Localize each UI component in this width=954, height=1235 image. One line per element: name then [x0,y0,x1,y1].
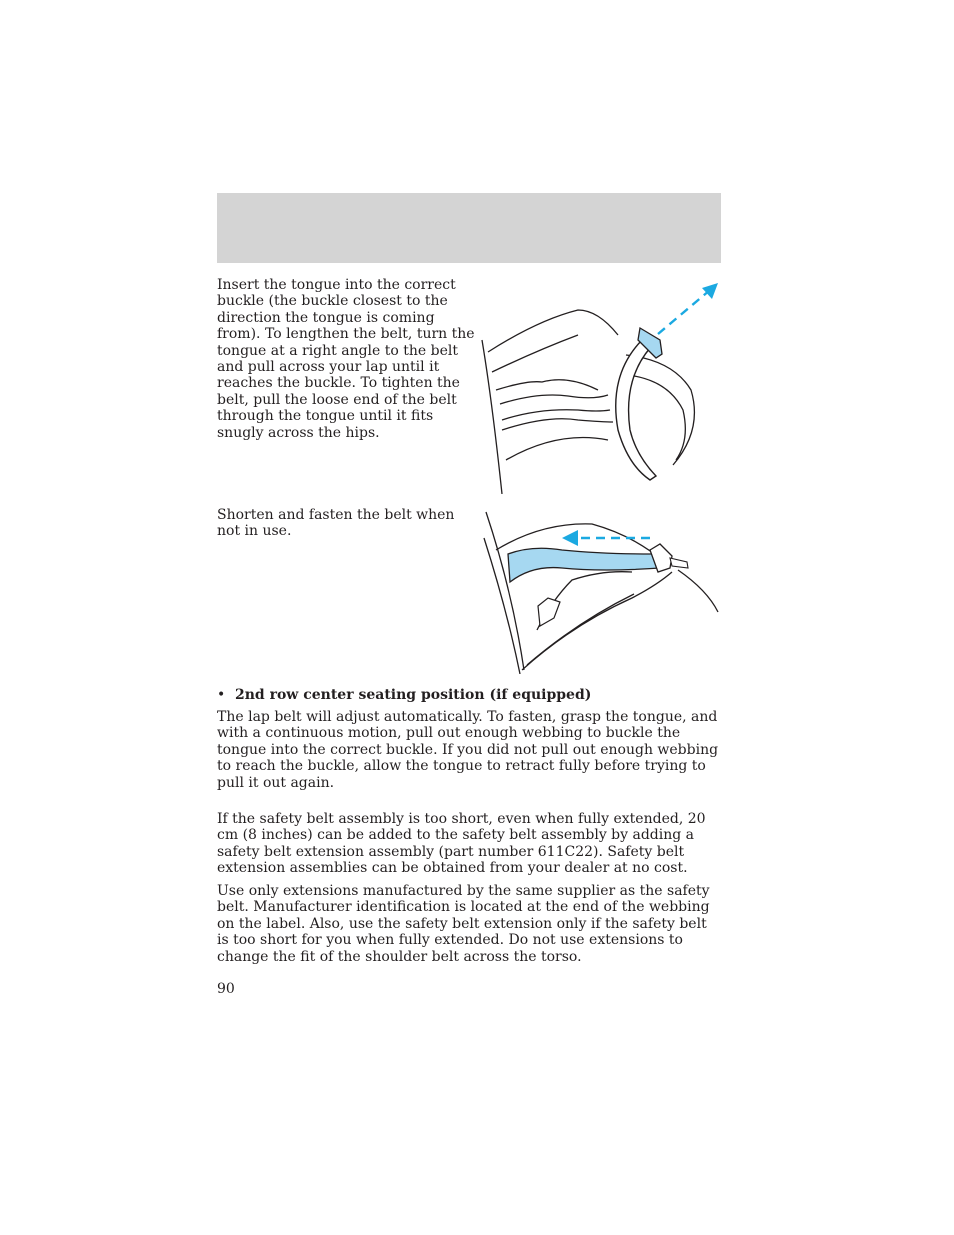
fasten-instructions: Insert the tongue into the correct buckle (the buckle closest to the direction the tongue is coming from). To lengthen the belt, turn the tongue at a right angle to the belt and pull across your lap until it reaches the buckle. To tighten the belt, pull the loose end of the belt through the tongue until it fits snugly across the hips. [217,277,475,441]
header-band [217,193,721,263]
second-row-instructions: The lap belt will adjust automatically. To fasten, grasp the tongue, and with a continuous motion, pull out enough webbing to buckle the tongue into the correct buckle. If you did not pull out enough webbing to reach the buckle, allow the tongue to retract fully before trying to pull it out again. [217,709,719,791]
page-number: 90 [217,981,235,997]
belt-shorten-illustration [482,510,722,674]
shorten-instructions: Shorten and fasten the belt when not in use. [217,507,455,540]
extension-paragraph-1: If the safety belt assembly is too short, even when fully extended, 20 cm (8 inches) can be added to the safety belt assembly by adding a safety belt extension assembly (part number 611C22). Safety belt extension assemblies can be obtained from your dealer at no cost. [217,811,706,877]
extension-paragraph-2: Use only extensions manufactured by the same supplier as the safety belt. Manufacturer identification is located at the end of the webbing on the label. Also, use the safety belt extension only if the safety belt is too short for you when fully extended. Do not use extensions to change the fit of the shoulder belt across the torso. [217,883,710,965]
belt-lengthen-illustration [478,280,722,494]
second-row-heading-text: 2nd row center seating position (if equipped) [235,687,592,703]
bullet-mark: • [217,687,226,703]
second-row-heading [217,687,721,703]
